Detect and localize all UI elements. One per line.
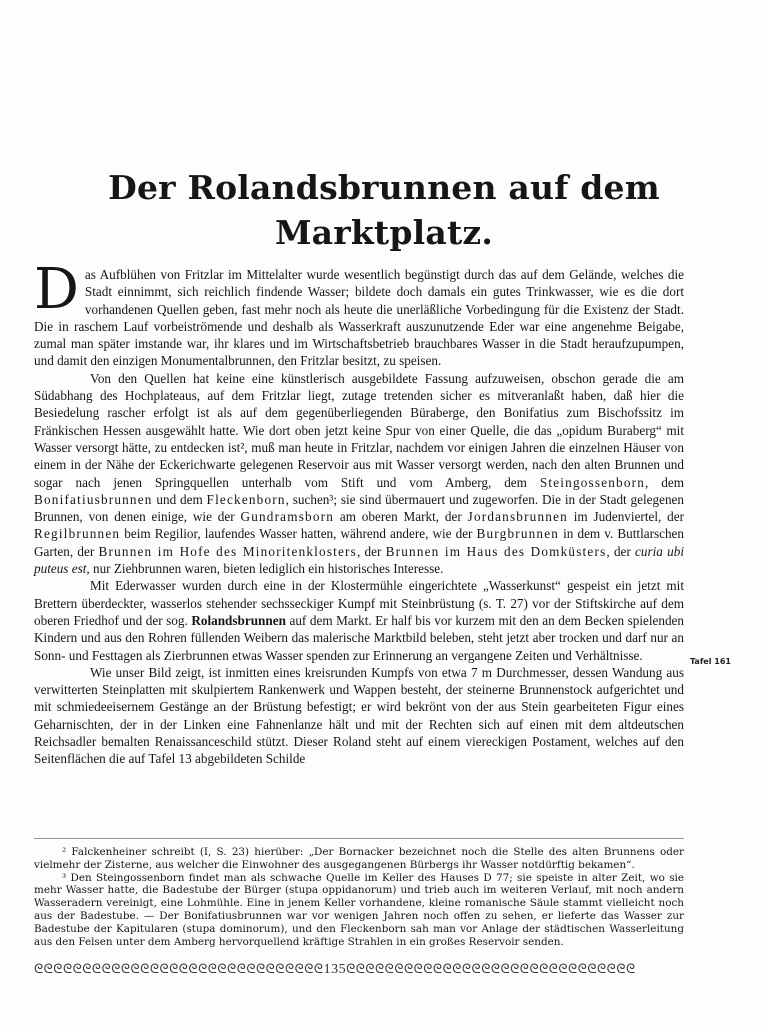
p2-text-j: , der xyxy=(606,543,636,559)
paragraph-1 xyxy=(34,257,684,370)
paragraph-1-text: as Aufblühen von Fritzlar im Mittelalter wurde wesentlich begünstigt durch das auf dem Gelände, welches die Stadt einnimmt, sich reichlich findende Wasser; bildete doch damals ein gutes Trinkwasser, wie es die dort vorhandenen Quellen geben, fast mehr noch als heute die unerläßliche Vorbedingung für die Existenz der Stadt. Die in raschem Lauf vorbeiströmende und deshalb als Wasserkraft auszunutzende Eder war eine angenehme Beigabe, zumal man später imstande war, ihr klares und im Wirtschaftsbetrieb brauchbares Wasser in die Stadt heraufzupumpen, und damit den einzigen Monumentalbrunnen, den Fritzlar besitzt, zu speisen. xyxy=(34,267,684,369)
p4-text: Wie unser Bild zeigt, ist inmitten eines kreisrunden Kumpfs von etwa 7 m Durchmesser, dessen Wandung aus verwitterten Steinplatten mit skulpiertem Rankenwerk und Wappen besteht, der steinerne Brunnenstock aufgerichtet und mit schmiedeeisernem Gestänge an der Brüstung befestigt; er wird bekrönt von der aus Stein gearbeiteten Figur eines Geharnischten, der in der Linken eine Fahnenlanze hält und mit der Rechten sich auf einen mit dem altdeutschen Reichsadler bemalten Renaissanceschild stützt. Dieser Roland steht auf einem viereckigen Postament, welches auf den Seitenflächen die auf Tafel 13 abgebildeten Schilde xyxy=(34,664,684,767)
p2-spaced-8: Brunnen im Hofe des Minoritenklosters xyxy=(98,543,357,559)
footnote-2: ² Falckenheiner schreibt (I, S. 23) hierüber: „Der Bornacker bezeichnet noch die Stelle des alten Brunnens oder vielmehr der Zisterne, aus welcher die Einwohner des ausgegangenen Bürbergs ihr Wasser notdürftig bekamen“. xyxy=(34,846,684,871)
p2-spaced-6: Regilbrunnen xyxy=(34,526,121,542)
paragraph-2 xyxy=(34,370,684,578)
p2-text-i: , der xyxy=(357,543,386,559)
ornament-right: ᘓᘓᘓᘓᘓᘓᘓᘓᘓᘓᘓᘓᘓᘓᘓᘓᘓᘓᘓᘓᘓᘓᘓᘓᘓᘓᘓᘓᘓᘓ xyxy=(346,962,636,977)
p3-text-a: Mit Ederwasser wurden durch eine in der Klostermühle eingerichtete „Wasserkunst“ gespeist ein jetzt mit Brettern überdeckter, wasserlos stehender sechsseckiger Kumpf mit Steinbrüstung (s. T. 27) vor der Stiftskirche auf dem oberen Friedhof und der sog. xyxy=(34,578,684,628)
p2-text-b: , dem xyxy=(645,474,684,490)
p2-spaced-9: Brunnen im Haus des Domküsters xyxy=(385,543,607,559)
page-footer-ornament xyxy=(34,962,684,978)
footnotes xyxy=(34,846,684,948)
p3-bold-rolandsbrunnen: Rolandsbrunnen xyxy=(191,612,286,628)
title-line-1: Der Rolandsbrunnen auf dem xyxy=(108,168,660,207)
p2-text-c: und dem xyxy=(152,491,207,507)
paragraph-4 xyxy=(34,664,684,768)
footnote-divider xyxy=(34,838,684,839)
p2-text-e: am oberen Markt, der xyxy=(334,509,468,525)
p2-text-d: , suchen³; sie sind übermauert und zugeworfen. Die in der Stadt gelegenen Brunnen, von denen einige, wie der xyxy=(34,491,684,525)
drop-cap: D xyxy=(34,257,79,322)
title-line-2: Marktplatz. xyxy=(274,213,494,252)
p3-text-b: auf dem Markt. Er half bis vor kurzem mit den an dem Becken spielenden Kindern und aus den Rohren füllenden Weibern das malerische Marktbild beleben, steht jetzt aber trocken und darf nur an Sonn- und Festtagen als Zierbrunnen etwas Wasser spenden zur Erinnerung an vergangene Zeiten und Verhältnisse. xyxy=(34,612,685,663)
p2-spaced-2: Bonifatiusbrunnen xyxy=(34,491,153,507)
p2-text-f: im Judenviertel, der xyxy=(567,509,684,525)
ornament-left: ᘓᘓᘓᘓᘓᘓᘓᘓᘓᘓᘓᘓᘓᘓᘓᘓᘓᘓᘓᘓᘓᘓᘓᘓᘓᘓᘓᘓᘓᘓ xyxy=(34,962,324,977)
p2-spaced-1: Steingossenborn xyxy=(539,474,646,490)
p2-text-g: beim Regilior, laufendes Wasser hatten, während andere, wie der xyxy=(120,526,477,542)
margin-note-tafel: Tafel 161 xyxy=(690,657,731,666)
p2-spaced-3: Fleckenborn xyxy=(206,491,286,507)
main-text xyxy=(34,257,685,768)
p2-spaced-7: Burgbrunnen xyxy=(476,526,560,542)
page-title xyxy=(0,165,768,255)
p2-text-h: in dem v. Buttlarschen Garten, der xyxy=(34,526,684,559)
p2-spaced-5: Jordansbrunnen xyxy=(467,509,568,525)
p2-italic-latin: curia ubi puteus est, xyxy=(34,543,684,577)
p2-text-a: Von den Quellen hat keine eine künstlerisch ausgebildete Fassung aufzuweisen, obschon gerade die am Südabhang des Hochplateaus, auf dem Fritzlar liegt, zutage tretenden sicher es mitveranlaßt haben, daß hier die Besiedelung rascher erfolgt ist als auf dem gegenüberliegenden Büraberge, den Bonifatius zum Bischofssitz im Fränkischen Hessen ausgewählt hatte. Wie dort oben jetzt keine Spur von einer Quelle, die das „opidum Buraberg“ mit Wasser versorgt hätte, zu entdecken ist², muß man heute in Fritzlar, nachdem vor einigen Jahren die einzelnen Häuser von einem in der Nähe der Eckerichwarte gelegenen Reservoir aus mit Wasser versorgt werden, nach den alten Brunnen und sogar nach jenen Springquellen unterhalb vom Stift und vom Amberg, dem xyxy=(34,370,684,490)
p2-text-k: nur Ziehbrunnen waren, bieten lediglich ein historisches Interesse. xyxy=(89,561,444,577)
page-number: 135 xyxy=(323,962,347,977)
paragraph-3 xyxy=(34,577,684,663)
p2-spaced-4: Gundramsborn xyxy=(240,509,334,525)
footnote-3: ³ Den Steingossenborn findet man als schwache Quelle im Keller des Hauses D 77; sie speiste in alter Zeit, wo sie mehr Wasser hatte, die Badestube der Bürger (stupa oppidanorum) und trieb auch im weiteren Verlauf, mit noch andern Wasseradern vereinigt, eine Lohmühle. Eine in jenem Keller vorhandene, kleine romanische Säule stammt vielleicht noch aus der Badestube. — Der Bonifatiusbrunnen war vor wenigen Jahren noch offen zu sehen, er lieferte das Wasser zur Badestube der Kapitularen (stupa dominorum), und den Fleckenborn sah man vor Anlage der städtischen Wasserleitung aus den Felsen unter dem Amberg hervorquellend kräftige Strahlen in ein großes Reservoir senden. xyxy=(34,871,684,948)
